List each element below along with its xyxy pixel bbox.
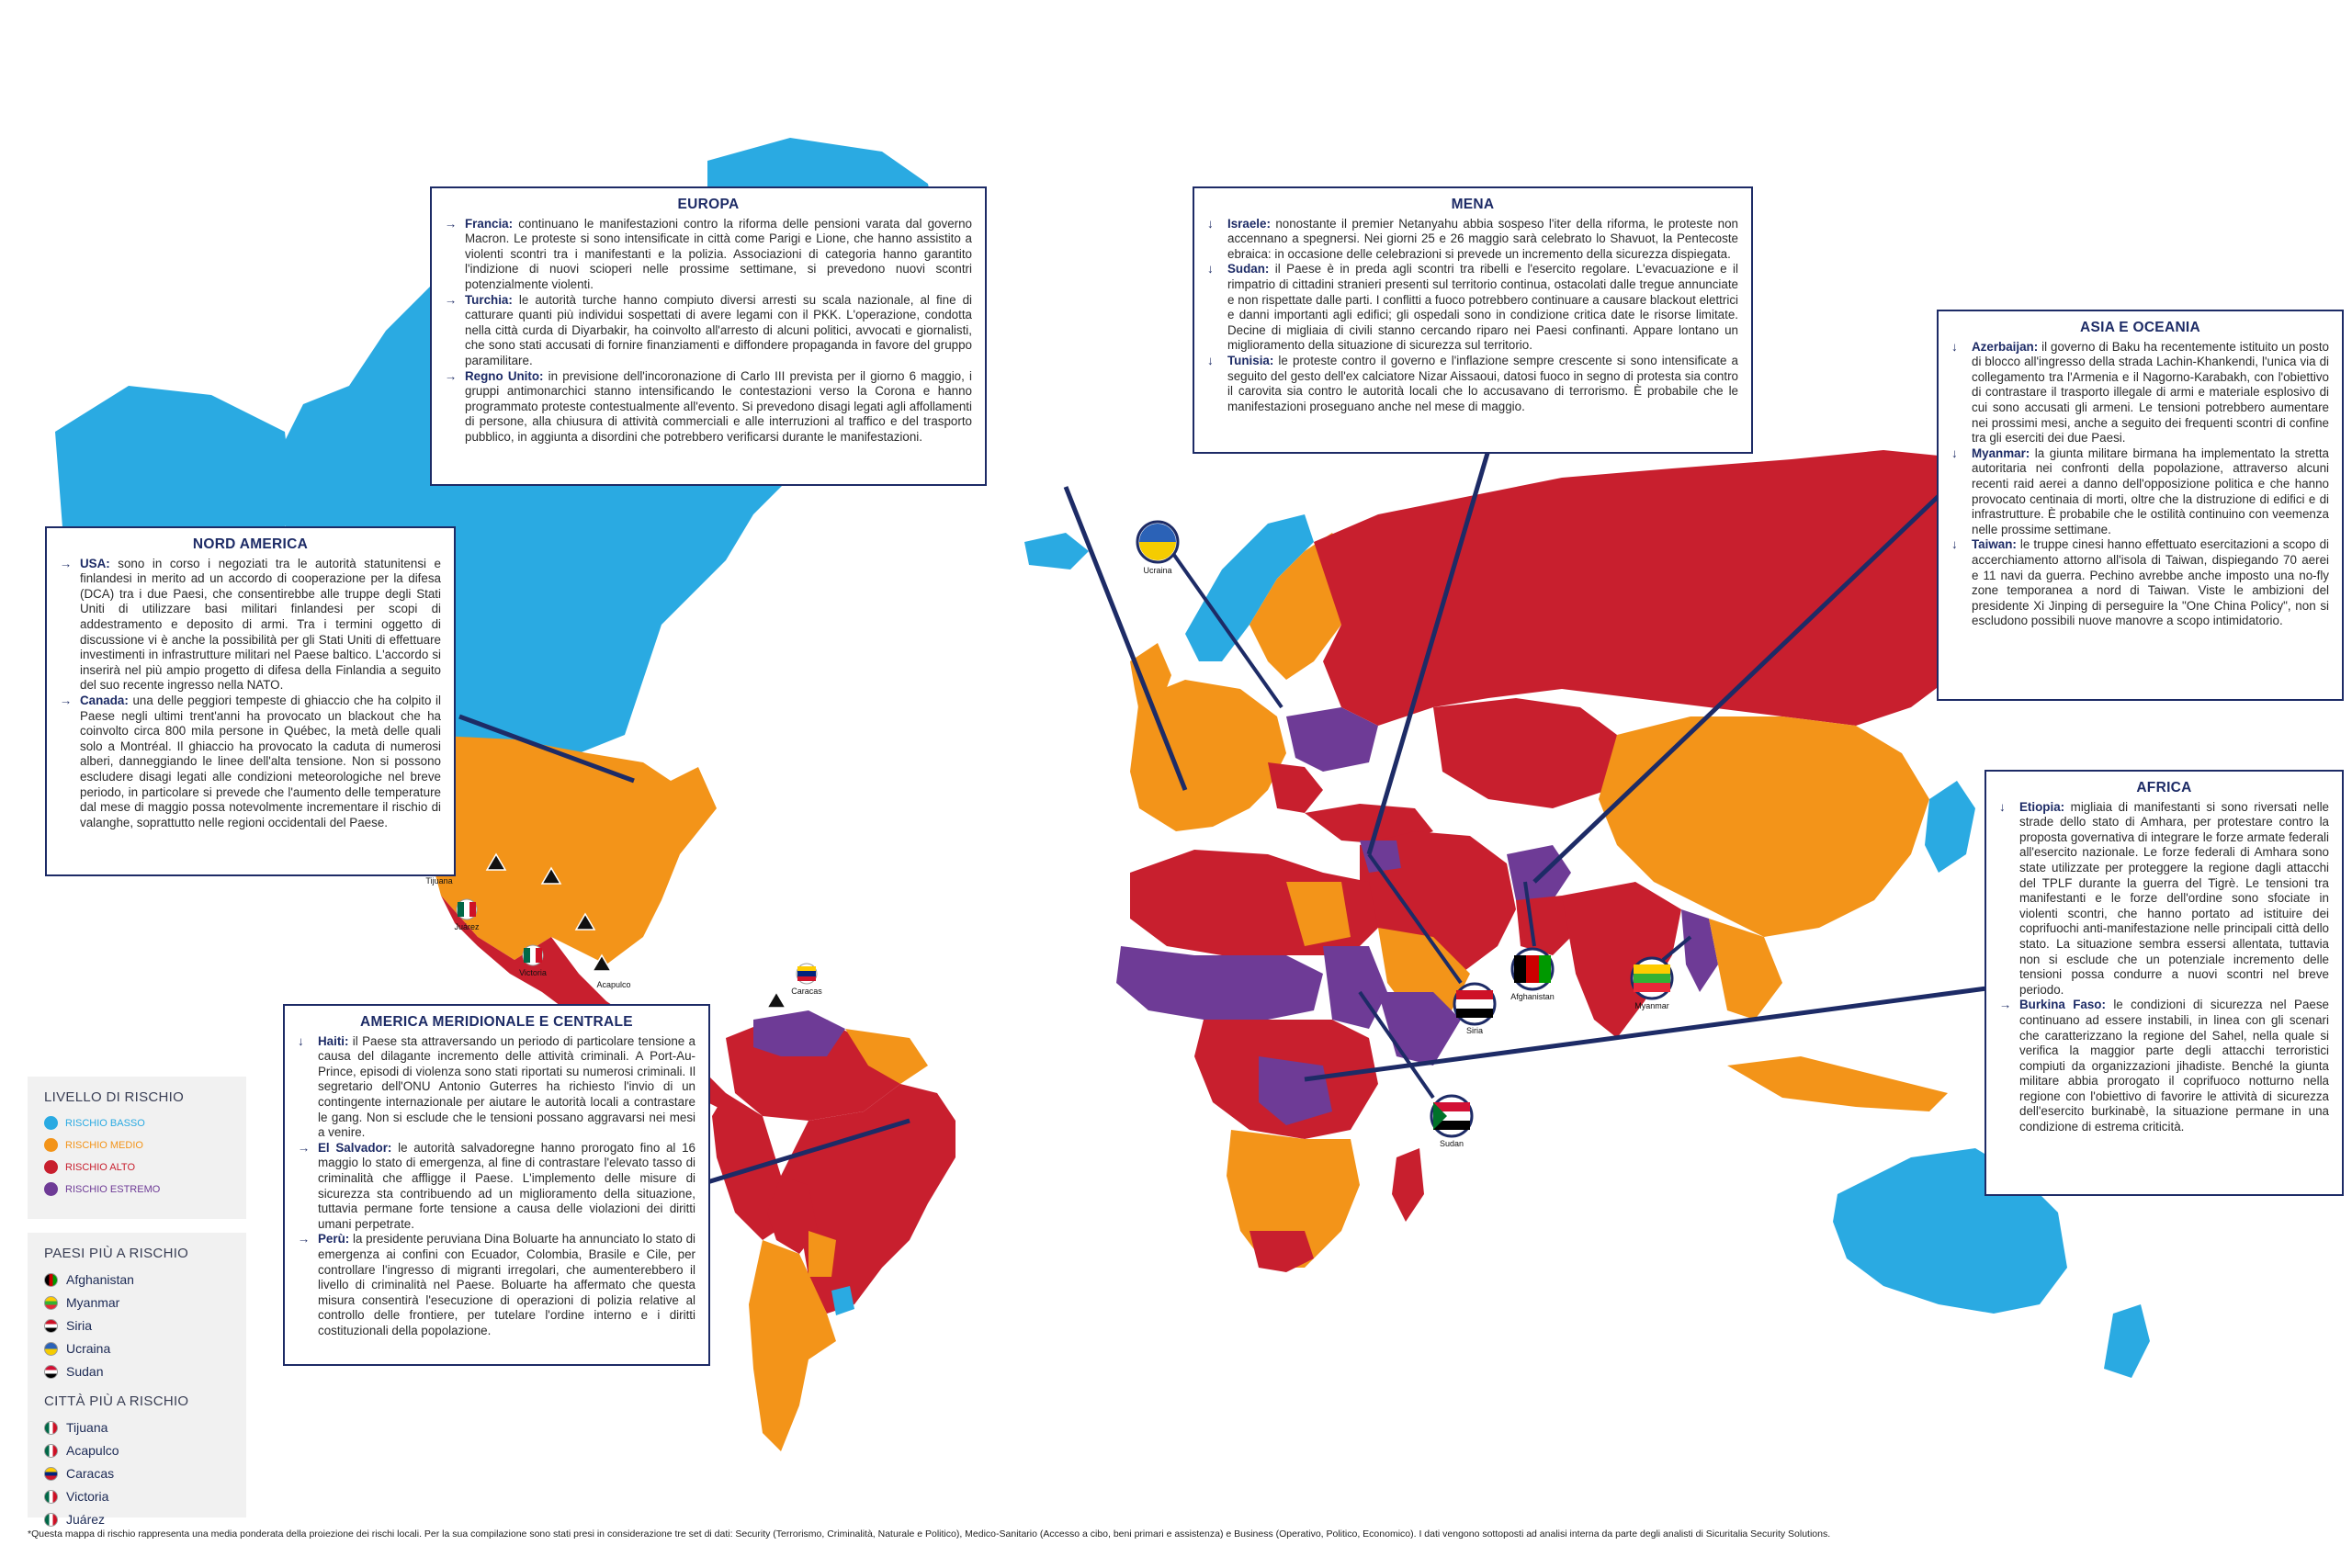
news-text: una delle peggiori tempeste di ghiaccio che ha colpito il Paese negli ultimi trent'anni ha provocato un blackout che ha coinvolto circa 800 mila persone in Québec, la metà delle quali solo a Montréal. Il ghiaccio ha provocato la caduta di numerosi alberi, danneggiando le linee dell'alta tensione. Non si possono escludere disagi legati alle condizioni meteorologiche nel breve periodo, in particolare si prevede che l'aumento delle temperature dal mese di maggio possa notevolmente incrementare il rischio di valanghe, soprattutto nelle regioni occidentali del Paese. xyxy=(80,693,441,829)
news-item xyxy=(445,217,972,293)
news-item xyxy=(1207,354,1738,414)
arrow-icon: ↓ xyxy=(1207,353,1214,367)
warning-icon xyxy=(767,992,786,1008)
country-name: Myanmar: xyxy=(1972,446,2030,460)
marker-tijuana xyxy=(425,876,452,886)
flag-sudan-icon xyxy=(44,1365,58,1379)
legend-label: Afghanistan xyxy=(66,1272,134,1287)
panel-items xyxy=(445,217,972,446)
svg-text:Juárez: Juárez xyxy=(454,922,480,931)
svg-text:Sudan: Sudan xyxy=(1439,1139,1464,1148)
legend-label: Victoria xyxy=(66,1489,109,1504)
news-item xyxy=(1999,800,2329,998)
flag-ukraine-icon xyxy=(44,1342,58,1356)
news-item xyxy=(60,694,441,830)
panel-items xyxy=(1951,340,2329,629)
news-text: le autorità salvadoregne hanno prorogato fino al 16 maggio lo stato di emergenza, al fine di contrastare l'elevato tasso di criminalità che affligge il Paese. L'implemento delle misure di sicurezza sta contribuendo ad un miglioramento della situazione, tuttavia permane forte tensione a causa delle violazioni dei diritti umani perpetrate. xyxy=(318,1140,695,1231)
panel-asia-oceania xyxy=(1937,310,2344,701)
country-name: Taiwan: xyxy=(1972,537,2017,552)
flag-mexico-icon xyxy=(44,1513,58,1527)
legend-row xyxy=(44,1341,230,1356)
arrow-icon: → xyxy=(298,1232,311,1247)
flag-mexico-icon xyxy=(44,1421,58,1435)
arrow-icon: → xyxy=(445,292,458,307)
marker-acapulco xyxy=(596,980,630,989)
svg-text:Victoria: Victoria xyxy=(519,968,547,977)
svg-text:Caracas: Caracas xyxy=(791,987,822,996)
legend-row xyxy=(44,1138,230,1152)
flag-syria-icon xyxy=(44,1319,58,1333)
legend-countries xyxy=(28,1233,246,1527)
panel-items xyxy=(298,1034,695,1339)
news-item xyxy=(1207,217,1738,263)
arrow-icon: → xyxy=(60,693,73,707)
panel-title: AFRICA xyxy=(2136,780,2192,795)
news-text: in previsione dell'incoronazione di Carlo III prevista per il giorno 6 maggio, i gruppi antimonarchici stanno intensificando le contestazioni verso la Corona e hanno programmato proteste contestualmente all'evento. Si prevedono disagi legati agli affollamenti di persone, alla chiusura di attività commerciali e alle interruzioni al traffico e del trasporto pubblico, in aggiunta a disordini che potrebbero verificarsi durante le manifestazioni. xyxy=(465,368,972,444)
panel-title: NORD AMERICA xyxy=(192,536,309,552)
legend-risk-level xyxy=(28,1077,246,1219)
svg-text:Ucraina: Ucraina xyxy=(1143,566,1172,575)
legend-label: Tijuana xyxy=(66,1420,108,1435)
legend-row xyxy=(44,1182,230,1196)
arrow-icon: ↓ xyxy=(298,1033,304,1048)
panel-title: AMERICA MERIDIONALE E CENTRALE xyxy=(360,1014,633,1030)
region-central-asia xyxy=(1433,698,1617,808)
country-name: Tunisia: xyxy=(1227,353,1274,367)
panel-title: MENA xyxy=(1451,197,1495,212)
flag-afghanistan-icon xyxy=(44,1273,58,1287)
country-name: Turchia: xyxy=(465,292,513,307)
news-text: nonostante il premier Netanyahu abbia sospeso l'iter della riforma, le proteste non accennano a spegnersi. Nei giorni 25 e 26 maggio sarà celebrato lo Shavuot, la Pentecoste ebraica: in occasione delle celebrazioni si prevede un incremento della sicurezza dispiegata. xyxy=(1227,216,1738,261)
legend-label: Sudan xyxy=(66,1364,104,1379)
legend-row xyxy=(44,1489,230,1504)
news-text: la presidente peruviana Dina Boluarte ha annunciato lo stato di emergenza ai confini con Ecuador, Colombia, Brasile e Cile, per controllare l'ingresso di migranti irregolari, che aumenterebbero il livello di criminalità nel Paese. Boluarte ha affermato che questa misura consentirà l'esecuzione di operazioni di polizia relative al controllo delle frontiere, per tutelare l'ordine interno e i diritti costituzionali della popolazione. xyxy=(318,1232,695,1337)
news-item xyxy=(298,1232,695,1338)
panel-africa xyxy=(1984,770,2344,1196)
svg-text:Siria: Siria xyxy=(1465,1026,1484,1035)
news-item xyxy=(1951,340,2329,446)
arrow-icon: ↓ xyxy=(1999,799,2006,814)
risk-color-swatch xyxy=(44,1116,58,1130)
news-item xyxy=(298,1034,695,1141)
panel-europa xyxy=(430,186,987,486)
risk-label: RISCHIO MEDIO xyxy=(65,1139,143,1151)
country-name: Israele: xyxy=(1227,216,1271,231)
country-name: Sudan: xyxy=(1227,262,1270,276)
flag-mexico-icon xyxy=(44,1444,58,1458)
risk-label: RISCHIO ALTO xyxy=(65,1161,136,1173)
region-madagascar xyxy=(1392,1148,1424,1222)
legend-label: Myanmar xyxy=(66,1295,120,1310)
news-item xyxy=(1207,262,1738,354)
arrow-icon: ↓ xyxy=(1951,339,1958,354)
legend-row xyxy=(44,1512,230,1527)
legend-row xyxy=(44,1364,230,1379)
region-indonesia xyxy=(1727,1056,1948,1111)
arrow-icon: → xyxy=(60,556,73,570)
country-name: Francia: xyxy=(465,216,514,231)
news-text: il Paese è in preda agli scontri tra ribelli e l'esercito regolare. L'evacuazione e il rimpatrio di cittadini stranieri presenti sul territorio continua, ostacolati dalle tregue annunciate e non rispettate dalle parti. I conflitti a fuoco potrebbero continuare a causare blackout elettrici e danni importanti agli edifici; gli ospedali sono in condizione critica date le risorse limitate. Decine di migliaia di civili stanno cercando riparo nei Paesi confinanti. Appare lontano un miglioramento della situazione di sicurezza sul territorio. xyxy=(1227,262,1738,353)
footnote: *Questa mappa di rischio rappresenta una media ponderata della proiezione dei rischi locali. Per la sua compilazione sono stati presi in considerazione tre set di dati: Security (Terrorismo, Criminalità, Naturale e Politico), Medico-Sanitario (Accesso a cibo, beni primari e assistenza) e Business (Operativo, Politico, Economico). I dati vengono sottoposti ad analisi interna da parte degli analisti di Sicuritalia Security Solutions. xyxy=(28,1529,1831,1540)
legend-label: Caracas xyxy=(66,1466,115,1481)
panel-title: ASIA E OCEANIA xyxy=(2079,320,2201,335)
legend-title: CITTÀ PIÙ A RISCHIO xyxy=(44,1393,189,1409)
legend-row xyxy=(44,1420,230,1435)
news-item xyxy=(60,557,441,694)
risk-color-swatch xyxy=(44,1138,58,1152)
svg-text:Myanmar: Myanmar xyxy=(1634,1001,1669,1010)
country-name: Etiopia: xyxy=(2019,799,2065,814)
region-balkans xyxy=(1268,762,1323,813)
legend-items xyxy=(44,1272,230,1379)
arrow-icon: → xyxy=(1999,998,2012,1012)
legend-row xyxy=(44,1160,230,1174)
risk-label: RISCHIO ESTREMO xyxy=(65,1183,161,1195)
news-text: la giunta militare birmana ha implementato la stretta autoritaria nei confronti della popolazione, attraverso alcuni recenti raid aerei a danno dell'opposizione politica e che hanno provocato centinaia di morti, oltre che la distruzione di edifici e di infrastrutture. È probabile che le ostilità continuino con veemenza nelle prossime settimane. xyxy=(1972,446,2329,536)
news-text: le truppe cinesi hanno effettuato esercitazioni a scopo di accerchiamento attorno all'isola di Taiwan, dispiegando 70 aerei e 11 navi da guerra. Pechino avrebbe anche imposto una no-fly zone temporanea a nord di Taiwan. Viste le ambizioni del presidente Xi Jinping di perseguire la "One China Policy", non si escludono possibili nuove manovre a scopo intimidatorio. xyxy=(1972,537,2329,628)
risk-color-swatch xyxy=(44,1160,58,1174)
region-iceland xyxy=(1024,533,1089,570)
region-venezuela xyxy=(753,1010,845,1056)
country-name: Azerbaijan: xyxy=(1972,339,2039,354)
news-text: le condizioni di sicurezza nel Paese continuano ad essere instabili, in linea con gli scenari che caratterizzano la regione del Sahel, nella quale si verifica la maggior parte degli attacchi terroristici compiuti da organizzazioni jihadiste. Benché la giunta militare abbia prorogato il coprifuoco notturno nella regione con l'obiettivo di favorire le attività di sicurezza dell'esercito burkinabè, la situazione permane in una condizione di estrema criticità. xyxy=(2019,998,2329,1134)
legend-label: Siria xyxy=(66,1318,93,1333)
arrow-icon: ↓ xyxy=(1951,537,1958,552)
news-text: continuano le manifestazioni contro la riforma delle pensioni varata dal governo Macron. Le proteste si sono intensificate in città come Parigi e Lione, che hanno assistito a violenti scontri tra i manifestanti e la polizia. Associazioni di categoria hanno garantito l'indizione di nuovi scioperi nelle prossime settimane, si prevedono nuovi scontri potenzialmente violenti. xyxy=(465,216,972,291)
news-item xyxy=(298,1141,695,1233)
legend-title: LIVELLO DI RISCHIO xyxy=(44,1089,185,1105)
panel-america-meridionale-centrale xyxy=(283,1004,710,1366)
legend-row xyxy=(44,1466,230,1481)
panel-items xyxy=(1999,800,2329,1135)
news-text: le autorità turche hanno compiuto diversi arresti su scala nazionale, al fine di catturare quanti più individui sospettati di avere legami con il PKK. L'operazione, condotta nella città curda di Diyarbakir, ha coinvolto all'arresto di alcuni politici, avvocati e giornalisti, che sono stati accusati di fornire finanziamenti e diffondere propaganda in favore del gruppo paramilitare. xyxy=(465,292,972,367)
news-item xyxy=(1999,998,2329,1134)
legend-label: Acapulco xyxy=(66,1443,119,1458)
region-sahel xyxy=(1116,946,1323,1020)
panel-title: EUROPA xyxy=(677,197,740,212)
arrow-icon: → xyxy=(298,1140,311,1155)
country-name: USA: xyxy=(80,556,110,570)
legend-items xyxy=(44,1116,230,1196)
legend-label: Ucraina xyxy=(66,1341,111,1356)
country-name: Perù: xyxy=(318,1232,350,1247)
panel-nord-america xyxy=(45,526,456,876)
country-name: Canada: xyxy=(80,693,129,707)
news-text: il governo di Baku ha recentemente istituito un posto di blocco all'ingresso della strada Lachin-Khankendi, l'unica via di collegamento tra l'Armenia e il Nagorno-Karabakh, con l'obiettivo di contrastare il trasporto illegale di armi e materiale esplosivo di cui sono accusati gli armeni. Le tensioni potrebbero aumentare nei prossimi mesi, anche a seguito dei frequenti scontri di confine tra gli eserciti dei due Paesi. xyxy=(1972,339,2329,446)
news-item xyxy=(1951,537,2329,629)
legend-title: PAESI PIÙ A RISCHIO xyxy=(44,1246,189,1261)
country-name: Haiti: xyxy=(318,1033,349,1048)
legend-label: Juárez xyxy=(66,1512,106,1527)
country-name: Burkina Faso: xyxy=(2019,998,2106,1012)
legend-items xyxy=(44,1420,230,1527)
country-name: Regno Unito: xyxy=(465,368,544,383)
legend-row xyxy=(44,1116,230,1130)
news-item xyxy=(445,369,972,446)
panel-items xyxy=(60,557,441,831)
flag-mexico-icon xyxy=(44,1490,58,1504)
legend-row xyxy=(44,1272,230,1287)
svg-text:Afghanistan: Afghanistan xyxy=(1510,992,1555,1001)
legend-row xyxy=(44,1318,230,1333)
arrow-icon: ↓ xyxy=(1207,216,1214,231)
news-text: migliaia di manifestanti si sono riversati nelle strade dello stato di Amhara, per protestare contro la proposta governativa di integrare le forze armate federali all'esercito nazionale. Le forze federali di Amhara sono state utilizzate per proteggere la regione dagli attacchi del TPLF durante la guerra del Tigrè. Le tensioni tra manifestanti e le forze dell'ordine sono sfociate in violenti scontri, che hanno portato ad istituire dei coprifuochi anti-manifestazione nelle principali città dello stato. La situazione sembra essersi allentata, tuttavia non si esclude che un potenziale incremento delle tensioni possa condurre a nuovi scontri nel breve periodo. xyxy=(2019,799,2329,997)
arrow-icon: → xyxy=(445,216,458,231)
region-japan xyxy=(1925,781,1975,873)
marker-juarez xyxy=(454,899,480,931)
panel-items xyxy=(1207,217,1738,415)
news-text: le proteste contro il governo e l'inflazione sempre crescente si sono intensificate a seguito del gesto dell'ex calciatore Nizar Aissaoui, datosi fuoco in segno di protesta sia contro il carovita sia contro le autorità locali che lo accusavano di terrorismo. È probabile che le manifestazioni proseguano anche nel mese di maggio. xyxy=(1227,353,1738,413)
arrow-icon: ↓ xyxy=(1207,262,1214,276)
svg-text:Acapulco: Acapulco xyxy=(596,980,631,989)
region-new-zealand xyxy=(2104,1304,2150,1378)
risk-label: RISCHIO BASSO xyxy=(65,1117,145,1129)
country-name: El Salvador: xyxy=(318,1140,392,1155)
risk-color-swatch xyxy=(44,1182,58,1196)
arrow-icon: ↓ xyxy=(1951,446,1958,460)
legend-row xyxy=(44,1295,230,1310)
news-text: sono in corso i negoziati tra le autorità statunitensi e finlandesi in merito ad un accordo di cooperazione per la difesa (DCA) tra i due Paesi, che consentirebbe alle truppe degli Stati Uniti di utilizzare basi militari finlandesi per scopi di addestramento e deposito di armi. Tra i termini oggetto di discussione vi è anche la possibilità per gli Stati Uniti di effettuare investimenti in infrastrutture militari nel Paese baltico. L'accordo si inserirà nel più ampio progetto di difesa della Finlandia a seguito del suo recente ingresso nella NATO. xyxy=(80,556,441,693)
flag-venezuela-icon xyxy=(44,1467,58,1481)
legend-row xyxy=(44,1443,230,1458)
news-item xyxy=(1951,446,2329,538)
news-item xyxy=(445,293,972,369)
panel-mena xyxy=(1193,186,1753,454)
arrow-icon: → xyxy=(445,368,458,383)
flag-myanmar-icon xyxy=(44,1296,58,1310)
marker-caracas xyxy=(791,964,822,996)
svg-text:Tijuana: Tijuana xyxy=(425,876,453,886)
news-text: il Paese sta attraversando un periodo di particolare tensione a causa del dilagante incremento delle attività criminali. A Port-Au-Prince, episodi di violenza sono stati riportati su numerosi criminali. Il segretario dell'ONU Antonio Guterres ha richiesto l'invio di un contingente internazionale per aiutare le autorità locali a contrastare le gang. Non si esclude che le tensioni possano aggravarsi nei mesi a venire. xyxy=(318,1033,695,1140)
